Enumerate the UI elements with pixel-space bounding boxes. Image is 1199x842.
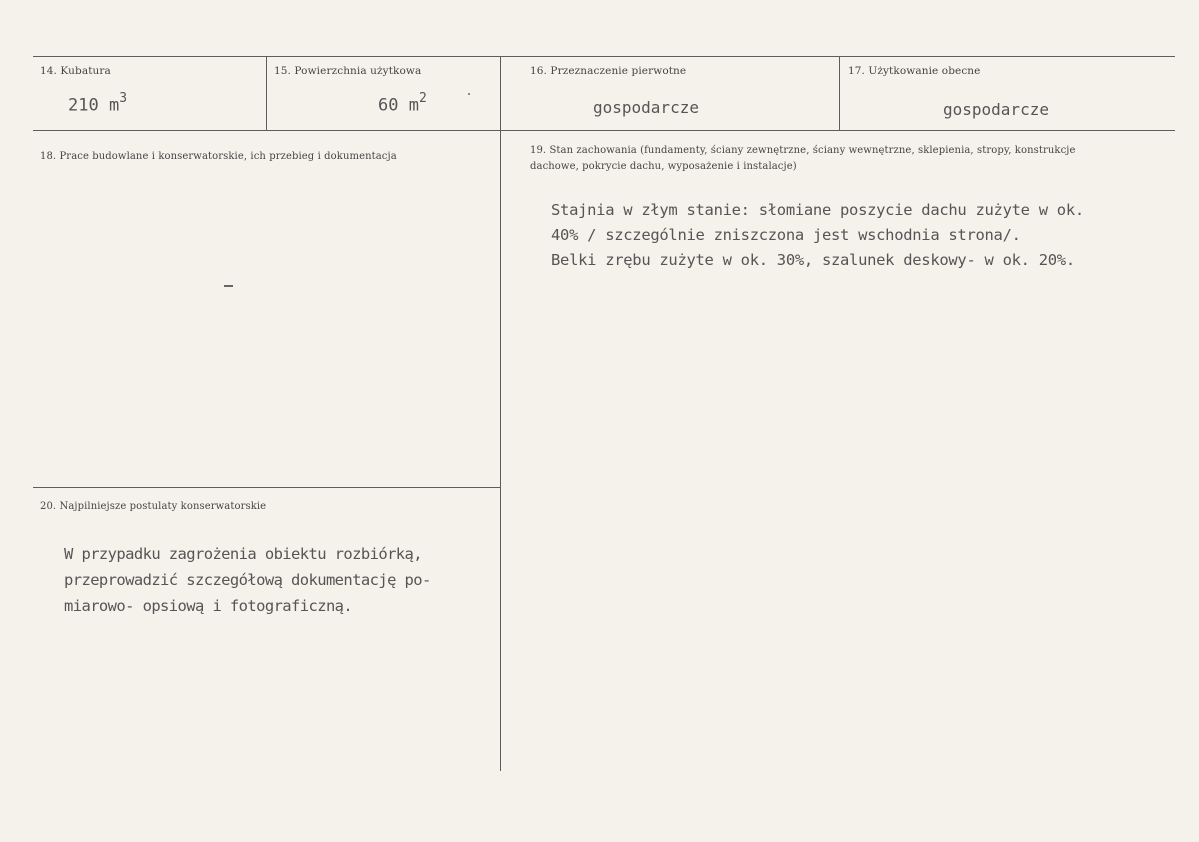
- uzytkowanie-label: 17. Użytkowanie obecne: [848, 65, 981, 77]
- powierzchnia-unit-sup: 2: [418, 91, 427, 106]
- stan-text: [551, 198, 1084, 273]
- stan-line-3: Belki zrębu zużyte w ok. 30%, szalunek deskowy- w ok. 20%.: [551, 251, 1075, 269]
- postulaty-line-1: W przypadku zagrożenia obiektu rozbiórką,: [64, 545, 423, 563]
- uzytkowanie-value: gospodarcze: [943, 100, 1049, 119]
- postulaty-line-2: przeprowadzić szczegółową dokumentację po-: [64, 571, 431, 589]
- prace-label: 18. Prace budowlane i konserwatorskie, ich przebieg i dokumentacja: [40, 151, 397, 162]
- col-divider-1: [266, 56, 267, 130]
- kubatura-number: 210 m: [68, 95, 120, 116]
- kubatura-label: 14. Kubatura: [40, 65, 111, 77]
- kubatura-value: [68, 93, 127, 116]
- col-divider-2: [500, 56, 501, 771]
- stan-label: 19. Stan zachowania (fundamenty, ściany zewnętrzne, ściany wewnętrzne, sklepienia, stropy, konstrukcje dachowe, pokrycie dachu, wyposażenie i instalacje): [530, 145, 1076, 172]
- powierzchnia-label: 15. Powierzchnia użytkowa: [274, 65, 422, 77]
- przeznaczenie-label: 16. Przeznaczenie pierwotne: [530, 65, 687, 77]
- kubatura-unit-sup: 3: [119, 91, 128, 106]
- stan-line-2: 40% / szczególnie zniszczona jest wschodnia strona/.: [551, 226, 1021, 244]
- powierzchnia-value: [378, 93, 427, 116]
- postulaty-label: 20. Najpilniejsze postulaty konserwatorskie: [40, 501, 267, 512]
- powierzchnia-number: 60 m: [378, 95, 419, 116]
- col-divider-3: [839, 56, 840, 130]
- stray-dot: [468, 93, 470, 95]
- postulaty-text: [64, 541, 431, 619]
- prace-dash-mark: [224, 285, 233, 287]
- postulaty-line-3: miarowo- opsiową i fotograficzną.: [64, 597, 353, 615]
- top-rule: [33, 56, 1175, 57]
- przeznaczenie-value: gospodarcze: [593, 98, 699, 117]
- row-divider: [33, 130, 1175, 131]
- postulaty-divider: [33, 487, 500, 488]
- stan-line-1: Stajnia w złym stanie: słomiane poszycie dachu zużyte w ok.: [551, 201, 1084, 219]
